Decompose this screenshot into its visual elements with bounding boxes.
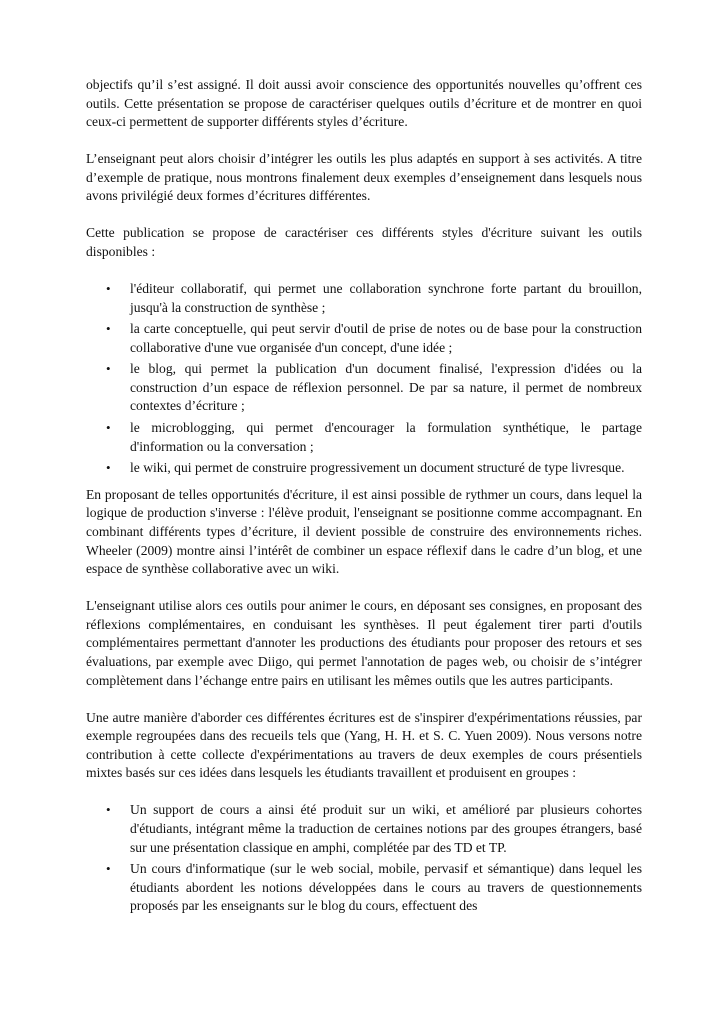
paragraph-2: L’enseignant peut alors choisir d’intégrer les outils les plus adaptés en support à ses activités. A titre d’exemple de pratique, nous montrons finalement deux exemples d’enseignement dans lesquels nous avons privilégié deux formes d’écritures différentes. [86, 151, 642, 204]
bullet-icon: • [106, 361, 111, 377]
bullet-icon: • [106, 802, 111, 818]
tools-list [86, 280, 642, 478]
list-item-text: l'éditeur collaboratif, qui permet une collaboration synchrone forte partant du brouillon, jusqu'à la construction de synthèse ; [130, 280, 642, 315]
list-item [106, 801, 642, 857]
list-item-text: Un cours d'informatique (sur le web social, mobile, pervasif et sémantique) dans lequel les étudiants abordent les notions développées dans le cours au travers de questionnements proposés par les enseignants sur le blog du cours, effectuent des [130, 861, 642, 914]
list-item [106, 419, 642, 456]
bullet-icon: • [106, 280, 111, 296]
list-item [106, 320, 642, 357]
list-item-text: le microblogging, qui permet d'encourager la formulation synthétique, le partage d'information ou la conversation ; [130, 420, 642, 454]
bullet-icon: • [106, 460, 111, 476]
bullet-icon: • [106, 321, 111, 337]
list-item-text: Un support de cours a ainsi été produit sur un wiki, et amélioré par plusieurs cohortes d'étudiants, intégrant même la traduction de certaines notions par des groupes étrangers, basé sur une présentation classique en amphi, complétée par des TD et TP. [130, 802, 642, 855]
paragraph-5: L'enseignant utilise alors ces outils pour animer le cours, en déposant ses consignes, en proposant des réflexions complémentaires, en conduisant les synthèses. Il peut également tirer parti d'outils complémentaires permettant d'annoter les productions des étudiants pour proposer des retours et ses évaluations, par exemple avec Diigo, qui permet l'annotation de pages web, ou choisir de s’intégrer complètement dans l’échange entre pairs en utilisant les mêmes outils que les autres participants. [86, 598, 642, 688]
bullet-icon: • [106, 861, 111, 877]
bullet-icon: • [106, 420, 111, 436]
list-item [106, 360, 642, 416]
paragraph-1: objectifs qu’il s’est assigné. Il doit aussi avoir conscience des opportunités nouvelles qu’offrent ces outils. Cette présentation se propose de caractériser quelques outils d’écriture et de montrer en quoi ceux-ci permettent de supporter différents styles d’écriture. [86, 77, 642, 130]
list-item-text: le wiki, qui permet de construire progressivement un document structuré de type livresque. [130, 460, 625, 476]
list-item-text: le blog, qui permet la publication d'un document finalisé, l'expression d'idées ou la construction d’un espace de réflexion personnel. De par sa nature, il permet de nombreux contextes d’écriture ; [130, 361, 642, 414]
list-item [106, 280, 642, 317]
paragraph-6: Une autre manière d'aborder ces différentes écritures est de s'inspirer d'expérimentations réussies, par exemple regroupées dans des recueils tels que (Yang, H. H. et S. C. Yuen 2009). Nous versons notre contribution à cette collecte d'expérimentations au travers de deux exemples de cours présentiels mixtes basés sur ces idées dans lesquels les étudiants travaillent et produisent en groupes : [86, 709, 642, 781]
list-item [106, 459, 642, 478]
list-item-text: la carte conceptuelle, qui peut servir d'outil de prise de notes ou de base pour la construction collaborative d'une vue organisée d'un concept, d'une idée ; [130, 321, 642, 355]
list-item [106, 860, 642, 916]
courses-list [86, 801, 642, 916]
paragraph-4: En proposant de telles opportunités d'écriture, il est ainsi possible de rythmer un cours, dans lequel la logique de production s'inverse : l'élève produit, l'enseignant se positionne comme accompagnant. En combinant différents types d’écriture, il devient possible de construire des environnements riches. Wheeler (2009) montre ainsi l’intérêt de combiner un espace réflexif dans le cadre d’un blog, et une espace de synthèse collaborative avec un wiki. [86, 486, 642, 577]
paragraph-3: Cette publication se propose de caractériser ces différents styles d'écriture suivant les outils disponibles : [86, 225, 642, 259]
